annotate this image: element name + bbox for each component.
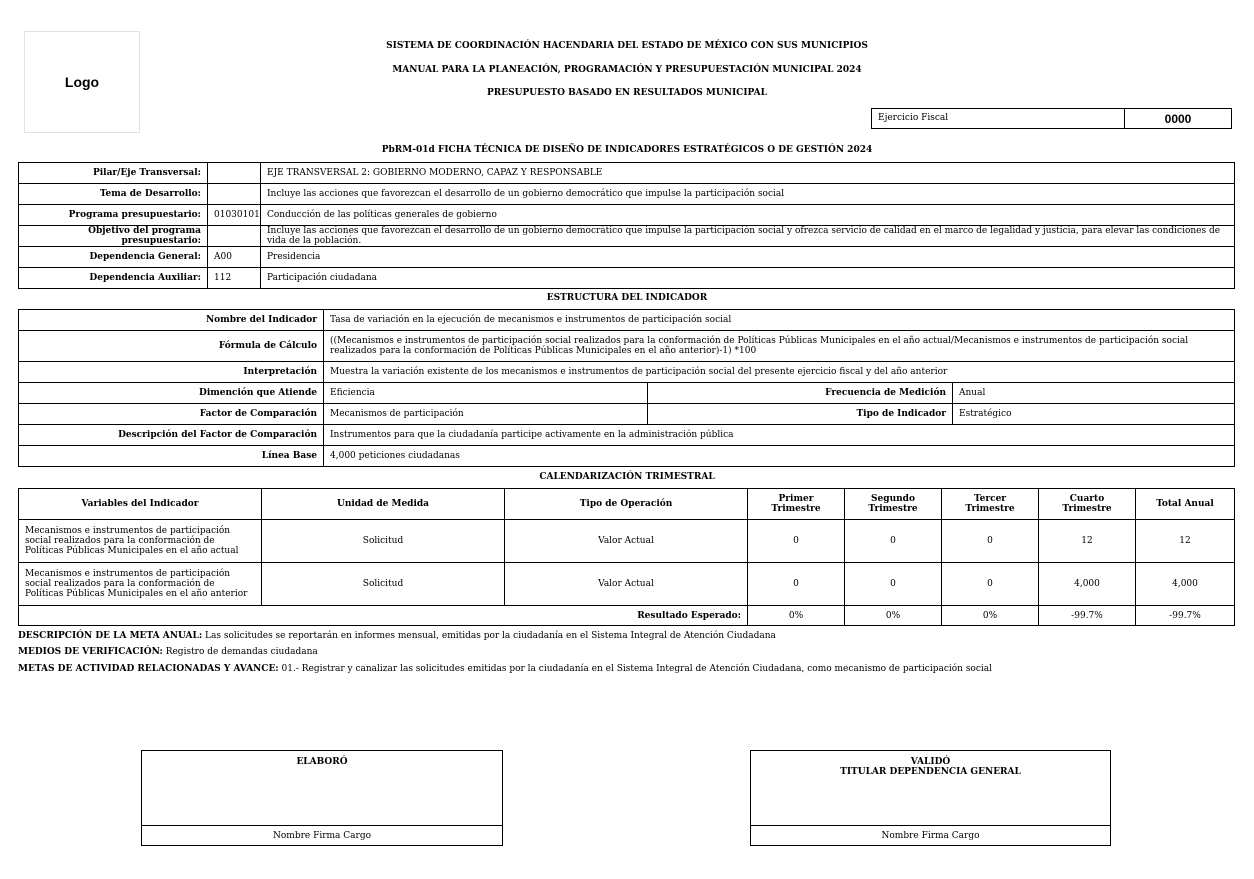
valido-title-cell	[751, 751, 1111, 826]
general-row	[19, 184, 1235, 205]
factor-value: Mecanismos de participación	[324, 404, 648, 425]
logo-placeholder: Logo	[24, 31, 140, 133]
valido-name: Nombre Firma Cargo	[751, 826, 1111, 846]
signature-valido	[750, 750, 1111, 846]
meta-anual-value: Las solicitudes se reportarán en informes mensual, emitidas por la ciudadanía en el Sistema Integral de Atención Ciudadana	[205, 631, 776, 641]
nombre-value: Tasa de variación en la ejecución de mecanismos e instrumentos de participación social	[324, 310, 1235, 331]
valido-title: VALIDÓ	[910, 757, 951, 767]
tipo-value: Estratégico	[953, 404, 1235, 425]
calendario-cell: 0	[748, 520, 845, 563]
calendario-cell: Solicitud	[262, 563, 505, 606]
general-value: Incluye las acciones que favorezcan el desarrollo de un gobierno democrático que impulse la participación social y ofrezca servicio de calidad en el marco de legalidad y justicia, para elevar las condiciones de vida de la población.	[261, 226, 1235, 247]
calendario-cell: 0	[942, 563, 1039, 606]
general-value: EJE TRANSVERSAL 2: GOBIERNO MODERNO, CAPAZ Y RESPONSABLE	[261, 163, 1235, 184]
signature-elaboro	[141, 750, 503, 846]
calendario-cell: 4,000	[1039, 563, 1136, 606]
metas-actividad	[18, 664, 992, 674]
frecuencia-value: Anual	[953, 383, 1235, 404]
fiscal-year-label: Ejercicio Fiscal	[872, 109, 1125, 128]
medios-label: MEDIOS DE VERIFICACIÓN:	[18, 647, 163, 657]
general-row	[19, 205, 1235, 226]
resultado-cell: -99.7%	[1039, 606, 1136, 626]
meta-anual-label: DESCRIPCIÓN DE LA META ANUAL:	[18, 631, 203, 641]
general-row	[19, 268, 1235, 289]
general-label: Dependencia General:	[19, 247, 208, 268]
variable-name: Mecanismos e instrumentos de participación social realizados para la conformación de Políticas Públicas Municipales en el año anterior	[19, 563, 262, 606]
general-value: Incluye las acciones que favorezcan el desarrollo de un gobierno democrático que impulse la participación social	[261, 184, 1235, 205]
interpretacion-label: Interpretación	[19, 362, 324, 383]
calendario-header: Total Anual	[1136, 489, 1235, 520]
calendario-header: Tercer Trimestre	[942, 489, 1039, 520]
metas-label: METAS DE ACTIVIDAD RELACIONADAS Y AVANCE:	[18, 664, 279, 674]
calendario-cell: 12	[1136, 520, 1235, 563]
meta-anual	[18, 631, 776, 641]
descripcion-label: Descripción del Factor de Comparación	[19, 425, 324, 446]
formula-value: ((Mecanismos e instrumentos de participación social realizados para la conformación de Políticas Públicas Municipales en el año actual/Mecanismos e instrumentos de participación social realizados para la conformación de Políticas Públicas Municipales en el año anterior)-1) *100	[324, 331, 1235, 362]
general-code: A00	[208, 247, 261, 268]
interpretacion-value: Muestra la variación existente de los mecanismos e instrumentos de participación social del presente ejercicio fiscal y del año anterior	[324, 362, 1235, 383]
resultado-label: Resultado Esperado:	[19, 606, 748, 626]
calendario-header: Unidad de Medida	[262, 489, 505, 520]
general-row	[19, 226, 1235, 247]
header-line3: PRESUPUESTO BASADO EN RESULTADOS MUNICIPAL	[487, 88, 767, 98]
resultado-cell: 0%	[748, 606, 845, 626]
calendario-row	[19, 520, 1235, 563]
general-value: Presidencia	[261, 247, 1235, 268]
fiscal-year-box	[871, 108, 1232, 129]
general-code: 01030101	[208, 205, 261, 226]
calendario-row	[19, 563, 1235, 606]
dimension-value: Eficiencia	[324, 383, 648, 404]
linea-base-label: Línea Base	[19, 446, 324, 467]
calendario-cell: 12	[1039, 520, 1136, 563]
general-code	[208, 226, 261, 247]
calendario-header: Variables del Indicador	[19, 489, 262, 520]
general-label: Programa presupuestario:	[19, 205, 208, 226]
calendario-cell: Valor Actual	[505, 563, 748, 606]
general-info-table	[18, 162, 1235, 289]
general-label: Dependencia Auxiliar:	[19, 268, 208, 289]
resultado-cell: 0%	[845, 606, 942, 626]
descripcion-value: Instrumentos para que la ciudadanía participe activamente en la administración pública	[324, 425, 1235, 446]
general-code	[208, 184, 261, 205]
metas-value: 01.- Registrar y canalizar las solicitudes emitidas por la ciudadanía en el Sistema Integral de Atención Ciudadana, como mecanismo de participación social	[281, 664, 993, 674]
general-row	[19, 163, 1235, 184]
general-label: Tema de Desarrollo:	[19, 184, 208, 205]
factor-label: Factor de Comparación	[19, 404, 324, 425]
estructura-table	[18, 309, 1235, 467]
general-value: Conducción de las políticas generales de gobierno	[261, 205, 1235, 226]
calendario-header: Primer Trimestre	[748, 489, 845, 520]
tipo-label: Tipo de Indicador	[648, 404, 953, 425]
resultado-cell: 0%	[942, 606, 1039, 626]
general-code: 112	[208, 268, 261, 289]
calendario-header: Segundo Trimestre	[845, 489, 942, 520]
calendario-title: CALENDARIZACIÓN TRIMESTRAL	[539, 472, 715, 482]
general-code	[208, 163, 261, 184]
header-line1: SISTEMA DE COORDINACIÓN HACENDARIA DEL ESTADO DE MÉXICO CON SUS MUNICIPIOS	[386, 41, 868, 51]
calendario-cell: 0	[942, 520, 1039, 563]
calendario-table	[18, 488, 1235, 626]
variable-name: Mecanismos e instrumentos de participación social realizados para la conformación de Políticas Públicas Municipales en el año actual	[19, 520, 262, 563]
estructura-title: ESTRUCTURA DEL INDICADOR	[546, 293, 708, 303]
general-label: Pilar/Eje Transversal:	[19, 163, 208, 184]
elaboro-title: ELABORÓ	[142, 751, 503, 826]
fiscal-year-value: 0000	[1164, 112, 1192, 126]
linea-base-value: 4,000 peticiones ciudadanas	[324, 446, 1235, 467]
calendario-cell: 0	[845, 520, 942, 563]
calendario-cell: 0	[748, 563, 845, 606]
medios-verificacion	[18, 647, 318, 657]
resultado-cell: -99.7%	[1136, 606, 1235, 626]
calendario-cell: Valor Actual	[505, 520, 748, 563]
general-value: Participación ciudadana	[261, 268, 1235, 289]
header-line2: MANUAL PARA LA PLANEACIÓN, PROGRAMACIÓN Y PRESUPUESTACIÓN MUNICIPAL 2024	[392, 65, 862, 75]
nombre-label: Nombre del Indicador	[19, 310, 324, 331]
calendario-header: Tipo de Operación	[505, 489, 748, 520]
calendario-cell: 4,000	[1136, 563, 1235, 606]
elaboro-name: Nombre Firma Cargo	[142, 826, 503, 846]
calendario-header: Cuarto Trimestre	[1039, 489, 1136, 520]
form-title: PbRM-01d FICHA TÉCNICA DE DISEÑO DE INDICADORES ESTRATÉGICOS O DE GESTIÓN 2024	[381, 145, 873, 155]
medios-value: Registro de demandas ciudadana	[165, 647, 318, 657]
dimension-label: Dimención que Atiende	[19, 383, 324, 404]
valido-subtitle: TITULAR DEPENDENCIA GENERAL	[840, 767, 1021, 777]
calendario-cell: 0	[845, 563, 942, 606]
frecuencia-label: Frecuencia de Medición	[648, 383, 953, 404]
formula-label: Fórmula de Cálculo	[19, 331, 324, 362]
general-label: Objetivo del programa presupuestario:	[19, 226, 208, 247]
calendario-cell: Solicitud	[262, 520, 505, 563]
general-row	[19, 247, 1235, 268]
